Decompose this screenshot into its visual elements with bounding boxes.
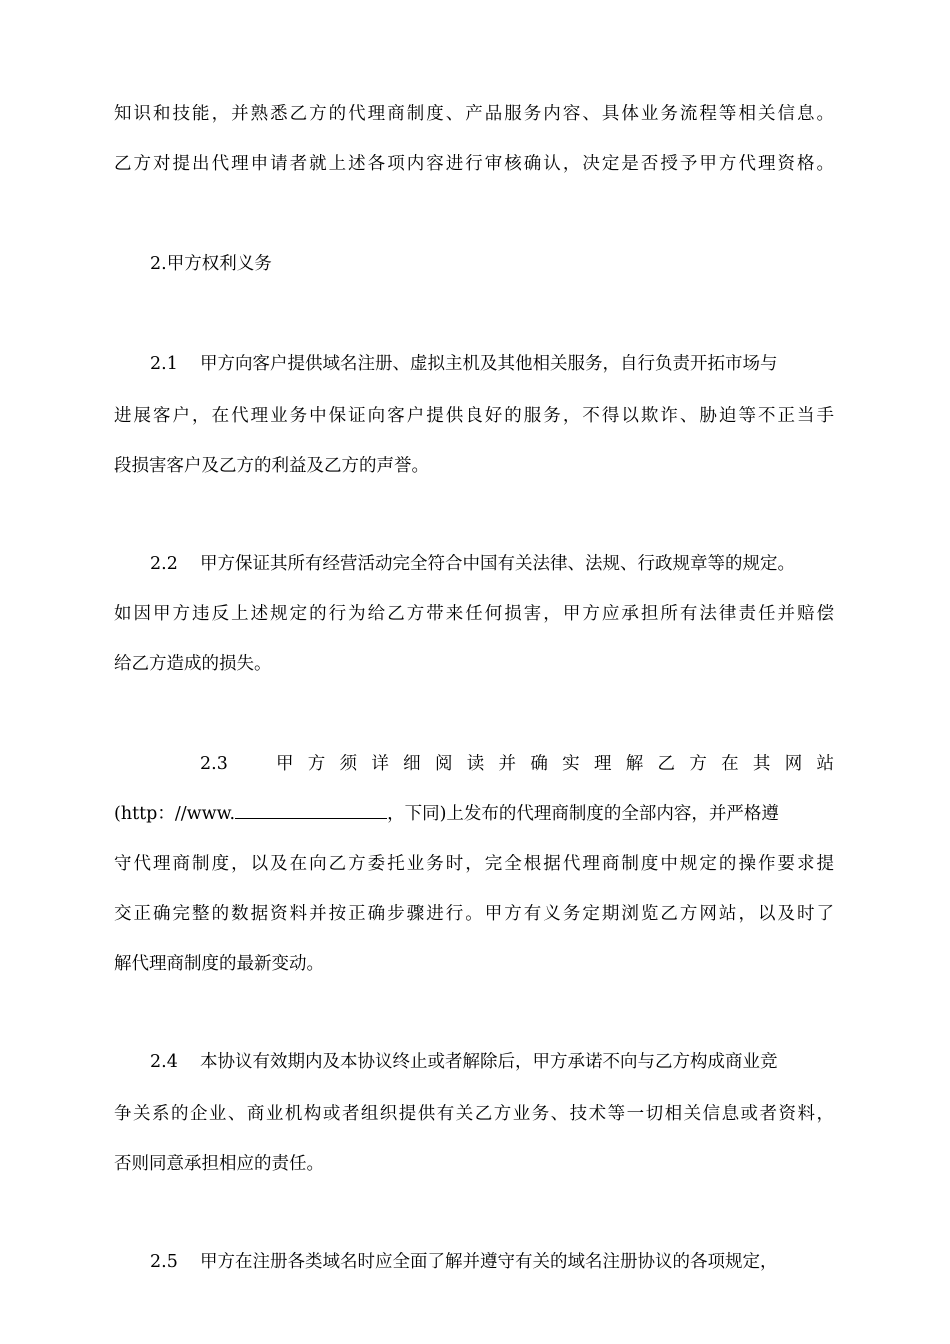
- clause-2-3-line-5: 解代理商制度的最新变动。: [114, 954, 324, 974]
- clause-2-5-line-1: [150, 1252, 834, 1272]
- clause-2-1-line-2: 进展客户，在代理业务中保证向客户提供良好的服务，不得以欺诈、胁迫等不正当手: [114, 406, 834, 426]
- clause-2-1-text-1: 甲方向客户提供域名注册、虚拟主机及其他相关服务，自行负责开拓市场与: [200, 354, 778, 374]
- clause-2-5-number: 2.5: [150, 1252, 178, 1272]
- clause-2-1-line-3: 段损害客户及乙方的利益及乙方的声誉。: [114, 456, 429, 476]
- clause-2-3-url-suffix: ，下同)上发布的代理商制度的全部内容，并严格遵: [387, 804, 779, 824]
- clause-2-2-line-2: 如因甲方违反上述规定的行为给乙方带来任何损害，甲方应承担所有法律责任并赔偿: [114, 604, 834, 624]
- section-heading: 2.甲方权利义务: [150, 254, 272, 274]
- intro-line-2: 乙方对提出代理申请者就上述各项内容进行审核确认，决定是否授予甲方代理资格。: [114, 154, 834, 174]
- clause-2-3-line-1: 甲方须详细阅读并确实理解乙方在其网站: [276, 754, 834, 774]
- clause-2-3-number: 2.3: [200, 754, 228, 774]
- clause-2-4-number: 2.4: [150, 1052, 178, 1072]
- clause-2-5-text-1: 甲方在注册各类域名时应全面了解并遵守有关的域名注册协议的各项规定，: [200, 1252, 778, 1272]
- url-blank-underline: [235, 804, 387, 819]
- clause-2-3-url-prefix: (http：//www.: [114, 804, 236, 824]
- clause-2-4-text-1: 本协议有效期内及本协议终止或者解除后，甲方承诺不向与乙方构成商业竞: [200, 1052, 778, 1072]
- clause-2-2-text-1: 甲方保证其所有经营活动完全符合中国有关法律、法规、行政规章等的规定。: [200, 554, 795, 574]
- clause-2-2-line-3: 给乙方造成的损失。: [114, 654, 272, 674]
- clause-2-3-line-4: 交正确完整的数据资料并按正确步骤进行。甲方有义务定期浏览乙方网站，以及时了: [114, 904, 834, 924]
- clause-2-2-number: 2.2: [150, 554, 178, 574]
- clause-2-3-line-3: 守代理商制度，以及在向乙方委托业务时，完全根据代理商制度中规定的操作要求提: [114, 854, 834, 874]
- clause-2-1-number: 2.1: [150, 354, 178, 374]
- clause-2-4-line-3: 否则同意承担相应的责任。: [114, 1154, 324, 1174]
- clause-2-2-line-1: [150, 554, 834, 574]
- clause-2-1-line-1: [150, 354, 834, 374]
- clause-2-4-line-2: 争关系的企业、商业机构或者组织提供有关乙方业务、技术等一切相关信息或者资料，: [114, 1104, 834, 1124]
- clause-2-3-line-2: [114, 804, 834, 824]
- intro-line-1: 知识和技能，并熟悉乙方的代理商制度、产品服务内容、具体业务流程等相关信息。: [114, 104, 834, 124]
- clause-2-4-line-1: [150, 1052, 834, 1072]
